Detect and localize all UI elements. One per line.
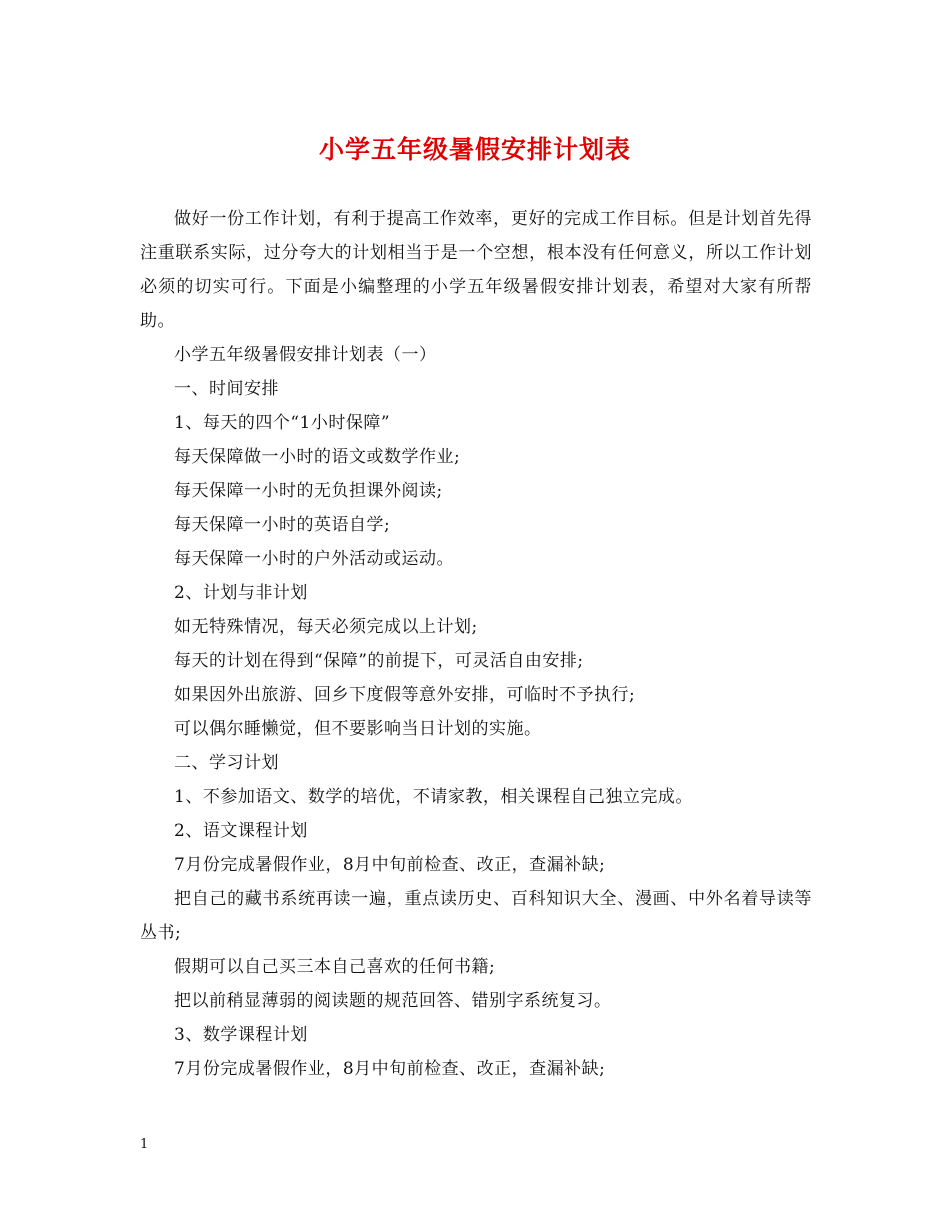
paragraph: 做好一份工作计划，有利于提高工作效率，更好的完成工作目标。但是计划首先得注重联系实际，过分夸大的计划相当于是一个空想，根本没有任何意义，所以工作计划必须的切实可行。下面是小编整理的小学五年级暑假安排计划表，希望对大家有所帮助。 <box>140 209 812 331</box>
page-number: 1 <box>140 1137 149 1152</box>
document-body <box>140 202 812 1086</box>
paragraph: 2、计划与非计划 <box>174 583 308 603</box>
paragraph: 7月份完成暑假作业，8月中旬前检查、改正，查漏补缺; <box>174 855 606 875</box>
paragraph: 1、不参加语文、数学的培优，不请家教，相关课程自己独立完成。 <box>174 787 693 807</box>
paragraph: 每天保障一小时的英语自学; <box>174 515 391 535</box>
paragraph: 如果因外出旅游、回乡下度假等意外安排，可临时不予执行; <box>174 685 636 705</box>
paragraph: 二、学习计划 <box>174 753 279 773</box>
paragraph: 1、每天的四个“1小时保障” <box>174 413 391 433</box>
paragraph: 可以偶尔睡懒觉，但不要影响当日计划的实施。 <box>174 719 542 739</box>
paragraph: 小学五年级暑假安排计划表（一） <box>174 345 437 365</box>
paragraph: 把自己的藏书系统再读一遍，重点读历史、百科知识大全、漫画、中外名着导读等丛书; <box>140 889 812 943</box>
document-title: 小学五年级暑假安排计划表 <box>318 135 631 164</box>
paragraph: 把以前稍显薄弱的阅读题的规范回答、错别字系统复习。 <box>174 991 612 1011</box>
paragraph: 每天的计划在得到“保障”的前提下，可灵活自由安排; <box>174 651 584 671</box>
paragraph: 一、时间安排 <box>174 379 279 399</box>
paragraph: 3、数学课程计划 <box>174 1025 308 1045</box>
paragraph: 每天保障一小时的无负担课外阅读; <box>174 481 443 501</box>
paragraph: 每天保障一小时的户外活动或运动。 <box>174 549 454 569</box>
paragraph: 每天保障做一小时的语文或数学作业; <box>174 447 461 467</box>
paragraph: 如无特殊情况，每天必须完成以上计划; <box>174 617 478 637</box>
paragraph: 7月份完成暑假作业，8月中旬前检查、改正，查漏补缺; <box>174 1059 606 1079</box>
paragraph: 2、语文课程计划 <box>174 821 308 841</box>
paragraph: 假期可以自己买三本自己喜欢的任何书籍; <box>174 957 496 977</box>
